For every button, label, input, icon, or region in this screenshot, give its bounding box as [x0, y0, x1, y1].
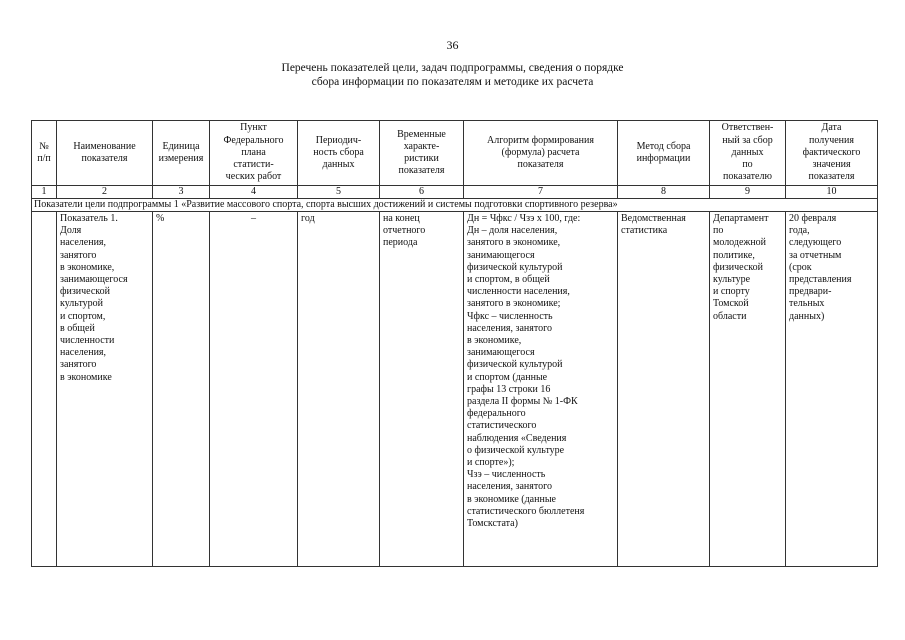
header-date: Дата получения фактического значения показателя [786, 121, 878, 186]
cell-responsible: Департамент по молодежной политике, физической культуре и спорту Томской области [710, 212, 786, 567]
cell-method: Ведомственная статистика [618, 212, 710, 567]
column-number: 3 [153, 186, 210, 199]
cell-num [32, 212, 57, 567]
header-unit: Единица измерения [153, 121, 210, 186]
document-title [150, 61, 755, 89]
column-number: 7 [464, 186, 618, 199]
header-method: Метод сбора информации [618, 121, 710, 186]
column-number: 2 [57, 186, 153, 199]
section-title: Показатели цели подпрограммы 1 «Развитие массового спорта, спорта высших достижений и системы подготовки спортивного резерва» [32, 199, 878, 212]
header-plan-item: Пункт Федерального плана статисти- ческих работ [210, 121, 298, 186]
header-time-characteristics: Временные характе- ристики показателя [380, 121, 464, 186]
header-name: Наименование показателя [57, 121, 153, 186]
page-number: 36 [446, 38, 459, 52]
column-number-row [32, 186, 878, 199]
cell-algorithm: Дн = Чфкс / Чзэ x 100, где: Дн – доля населения, занятого в экономике, занимающегося физической культурой и спортом, в общей численности населения, занятого в экономике; Чфкс – численность населения, занятого в экономике, занимающегося физической культурой и спортом (данные графы 13 строки 16 раздела II формы № 1-ФК федерального статистического наблюдения «Сведения о физической культуре и спорте»); Чзэ – численность населения, занятого в экономике (данные статистического бюллетеня Томскстата) [464, 212, 618, 567]
cell-unit: % [153, 212, 210, 567]
column-number: 5 [298, 186, 380, 199]
column-number: 9 [710, 186, 786, 199]
cell-indicator-name: Показатель 1. Доля населения, занятого в экономике, занимающегося физической культурой и спортом, в общей численности населения, занятого в экономике [57, 212, 153, 567]
table-row [32, 212, 878, 567]
cell-date: 20 февраля года, следующего за отчетным (срок представления предвари- тельных данных) [786, 212, 878, 567]
header-algorithm: Алгоритм формирования (формула) расчета показателя [464, 121, 618, 186]
title-line-2: сбора информации по показателям и методике их расчета [311, 76, 594, 88]
column-number: 6 [380, 186, 464, 199]
cell-time-characteristics: на конец отчетного периода [380, 212, 464, 567]
indicators-table [31, 120, 878, 567]
title-line-1: Перечень показателей цели, задач подпрограммы, сведения о порядке [281, 62, 624, 74]
cell-plan-item: – [210, 212, 298, 567]
column-number: 10 [786, 186, 878, 199]
header-periodicity: Периодич- ность сбора данных [298, 121, 380, 186]
column-number: 8 [618, 186, 710, 199]
header-responsible: Ответствен- ный за сбор данных по показателю [710, 121, 786, 186]
section-row [32, 199, 878, 212]
table-header-row [32, 121, 878, 186]
cell-periodicity: год [298, 212, 380, 567]
column-number: 1 [32, 186, 57, 199]
column-number: 4 [210, 186, 298, 199]
header-num: № п/п [32, 121, 57, 186]
